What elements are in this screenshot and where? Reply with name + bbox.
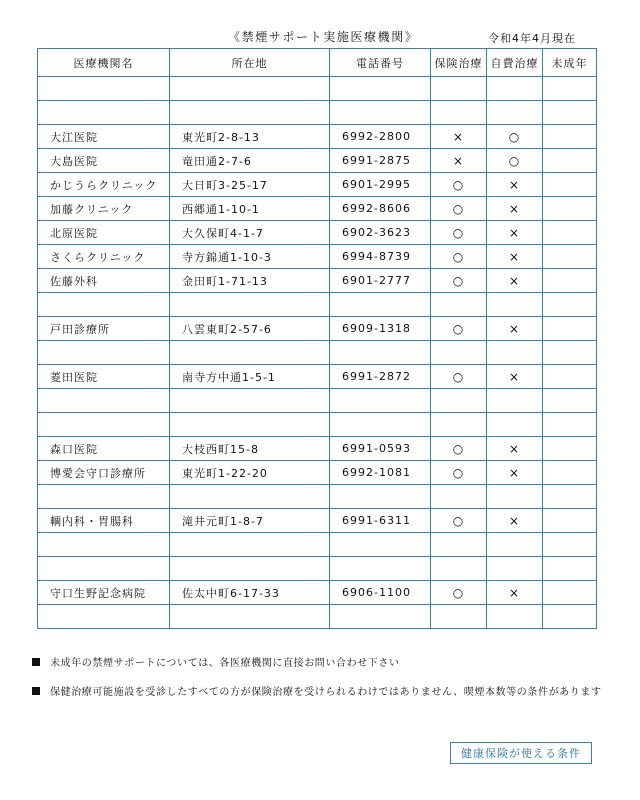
table-row (38, 101, 597, 125)
table-row (38, 557, 597, 581)
clinic-name-cell: 博愛会守口診療所 (38, 461, 170, 485)
note-minor (32, 654, 400, 669)
clinic-name-cell: 大島医院 (38, 149, 170, 173)
minor-cell (543, 77, 597, 101)
minor-cell (543, 245, 597, 269)
minor-cell (543, 365, 597, 389)
phone-cell (330, 485, 431, 509)
insurance-cell (431, 293, 487, 317)
self-pay-cell (487, 485, 543, 509)
self-pay-cell: × (487, 581, 543, 605)
phone-cell (330, 533, 431, 557)
minor-cell (543, 389, 597, 413)
address-cell (170, 413, 330, 437)
insurance-cell (431, 101, 487, 125)
self-pay-cell: × (487, 173, 543, 197)
address-cell: 大久保町4-1-7 (170, 221, 330, 245)
self-pay-cell: ○ (487, 125, 543, 149)
insurance-cell (431, 485, 487, 509)
clinic-name-cell (38, 533, 170, 557)
minor-cell (543, 341, 597, 365)
insurance-cell (431, 77, 487, 101)
minor-cell (543, 413, 597, 437)
table-row (38, 437, 597, 461)
phone-cell: 6991-6311 (330, 509, 431, 533)
insurance-cell: ○ (431, 221, 487, 245)
address-cell (170, 533, 330, 557)
address-cell (170, 485, 330, 509)
clinic-name-cell: 加藤クリニック (38, 197, 170, 221)
phone-cell: 6992-8606 (330, 197, 431, 221)
insurance-cell (431, 533, 487, 557)
phone-cell: 6909-1318 (330, 317, 431, 341)
insurance-conditions-link[interactable]: 健康保険が使える条件 (450, 742, 592, 764)
self-pay-cell (487, 341, 543, 365)
phone-cell: 6991-2875 (330, 149, 431, 173)
minor-cell (543, 149, 597, 173)
address-cell: 佐太中町6-17-33 (170, 581, 330, 605)
address-cell (170, 341, 330, 365)
phone-cell: 6994-8739 (330, 245, 431, 269)
address-cell: 竜田通2-7-6 (170, 149, 330, 173)
address-cell (170, 293, 330, 317)
phone-cell: 6906-1100 (330, 581, 431, 605)
phone-cell (330, 413, 431, 437)
table-row (38, 389, 597, 413)
insurance-cell (431, 389, 487, 413)
clinic-name-cell (38, 293, 170, 317)
self-pay-cell (487, 293, 543, 317)
table-row (38, 485, 597, 509)
insurance-cell (431, 557, 487, 581)
address-cell: 東光町2-8-13 (170, 125, 330, 149)
insurance-cell: ○ (431, 509, 487, 533)
header-phone: 電話番号 (330, 49, 431, 77)
minor-cell (543, 317, 597, 341)
clinic-name-cell (38, 101, 170, 125)
header-self-pay: 自費治療 (487, 49, 543, 77)
table-row (38, 341, 597, 365)
address-cell: 八雲東町2-57-6 (170, 317, 330, 341)
minor-cell (543, 557, 597, 581)
insurance-cell: ○ (431, 365, 487, 389)
self-pay-cell: ○ (487, 149, 543, 173)
self-pay-cell (487, 389, 543, 413)
self-pay-cell: × (487, 317, 543, 341)
address-cell: 南寺方中通1-5-1 (170, 365, 330, 389)
phone-cell (330, 557, 431, 581)
phone-cell (330, 293, 431, 317)
clinic-name-cell: 輌内科・胃腸科 (38, 509, 170, 533)
minor-cell (543, 173, 597, 197)
address-cell: 西郷通1-10-1 (170, 197, 330, 221)
self-pay-cell: × (487, 437, 543, 461)
phone-cell (330, 605, 431, 629)
note-text: 保健治療可能施設を受診したすべての方が保険治療を受けられるわけではありません、喫煙本数等の条件があります (50, 687, 602, 698)
phone-cell (330, 77, 431, 101)
address-cell: 大日町3-25-17 (170, 173, 330, 197)
table-header-row (38, 49, 597, 77)
minor-cell (543, 533, 597, 557)
phone-cell (330, 101, 431, 125)
header-address: 所在地 (170, 49, 330, 77)
header-minor: 未成年 (543, 49, 597, 77)
phone-cell: 6991-2872 (330, 365, 431, 389)
table-row (38, 149, 597, 173)
table-row (38, 173, 597, 197)
table-row (38, 509, 597, 533)
table-row (38, 197, 597, 221)
self-pay-cell: × (487, 221, 543, 245)
insurance-cell: ○ (431, 197, 487, 221)
address-cell (170, 557, 330, 581)
minor-cell (543, 509, 597, 533)
self-pay-cell (487, 101, 543, 125)
clinic-name-cell (38, 557, 170, 581)
address-cell (170, 101, 330, 125)
table-row (38, 125, 597, 149)
table-body (38, 77, 597, 629)
address-cell: 滝井元町1-8-7 (170, 509, 330, 533)
self-pay-cell: × (487, 245, 543, 269)
phone-cell (330, 389, 431, 413)
self-pay-cell: × (487, 365, 543, 389)
phone-cell: 6992-2800 (330, 125, 431, 149)
self-pay-cell (487, 557, 543, 581)
minor-cell (543, 101, 597, 125)
clinic-name-cell (38, 485, 170, 509)
insurance-cell: ○ (431, 245, 487, 269)
note-text: 未成年の禁煙サポートについては、各医療機関に直接お問い合わせ下さい (50, 658, 400, 669)
clinic-name-cell: 北原医院 (38, 221, 170, 245)
insurance-cell (431, 341, 487, 365)
phone-cell: 6901-2995 (330, 173, 431, 197)
insurance-cell: ○ (431, 581, 487, 605)
table-row (38, 317, 597, 341)
square-bullet-icon (32, 658, 40, 666)
clinic-name-cell: 菱田医院 (38, 365, 170, 389)
clinic-name-cell: かじうらクリニック (38, 173, 170, 197)
phone-cell: 6992-1081 (330, 461, 431, 485)
clinic-name-cell (38, 605, 170, 629)
clinic-name-cell (38, 77, 170, 101)
clinic-name-cell: 戸田診療所 (38, 317, 170, 341)
clinic-name-cell: 守口生野記念病院 (38, 581, 170, 605)
insurance-cell: ○ (431, 461, 487, 485)
table-row (38, 77, 597, 101)
minor-cell (543, 605, 597, 629)
insurance-cell: × (431, 125, 487, 149)
address-cell: 東光町1-22-20 (170, 461, 330, 485)
self-pay-cell: × (487, 197, 543, 221)
address-cell (170, 77, 330, 101)
clinic-name-cell (38, 341, 170, 365)
as-of-date: 令和4年4月現在 (488, 32, 576, 45)
clinic-name-cell: さくらクリニック (38, 245, 170, 269)
table-row (38, 461, 597, 485)
insurance-cell (431, 413, 487, 437)
table-row (38, 413, 597, 437)
minor-cell (543, 293, 597, 317)
clinic-name-cell: 佐藤外科 (38, 269, 170, 293)
phone-cell (330, 341, 431, 365)
address-cell: 寺方錦通1-10-3 (170, 245, 330, 269)
clinic-name-cell: 大江医院 (38, 125, 170, 149)
table-row (38, 221, 597, 245)
insurance-cell: ○ (431, 173, 487, 197)
minor-cell (543, 125, 597, 149)
table-row (38, 533, 597, 557)
address-cell: 金田町1-71-13 (170, 269, 330, 293)
table-row (38, 293, 597, 317)
table-row (38, 581, 597, 605)
phone-cell: 6902-3623 (330, 221, 431, 245)
clinic-name-cell: 森口医院 (38, 437, 170, 461)
insurance-cell: ○ (431, 317, 487, 341)
header-insurance: 保険治療 (431, 49, 487, 77)
header-clinic-name: 医療機関名 (38, 49, 170, 77)
clinic-table (37, 48, 597, 629)
insurance-cell (431, 605, 487, 629)
minor-cell (543, 269, 597, 293)
insurance-cell: ○ (431, 437, 487, 461)
self-pay-cell (487, 605, 543, 629)
note-insurance-conditions (32, 683, 602, 698)
self-pay-cell: × (487, 461, 543, 485)
clinic-name-cell (38, 413, 170, 437)
minor-cell (543, 197, 597, 221)
address-cell (170, 389, 330, 413)
minor-cell (543, 461, 597, 485)
self-pay-cell: × (487, 269, 543, 293)
minor-cell (543, 485, 597, 509)
page-title: 《禁煙サポート実施医療機関》 (228, 30, 419, 44)
minor-cell (543, 581, 597, 605)
table-row (38, 365, 597, 389)
clinic-name-cell (38, 389, 170, 413)
insurance-cell: ○ (431, 269, 487, 293)
address-cell (170, 605, 330, 629)
minor-cell (543, 221, 597, 245)
phone-cell: 6991-0593 (330, 437, 431, 461)
self-pay-cell (487, 533, 543, 557)
self-pay-cell (487, 77, 543, 101)
table-row (38, 245, 597, 269)
square-bullet-icon (32, 687, 40, 695)
phone-cell: 6901-2777 (330, 269, 431, 293)
table-row (38, 269, 597, 293)
self-pay-cell: × (487, 509, 543, 533)
table-row (38, 605, 597, 629)
insurance-cell: × (431, 149, 487, 173)
address-cell: 大枝西町15-8 (170, 437, 330, 461)
minor-cell (543, 437, 597, 461)
self-pay-cell (487, 413, 543, 437)
